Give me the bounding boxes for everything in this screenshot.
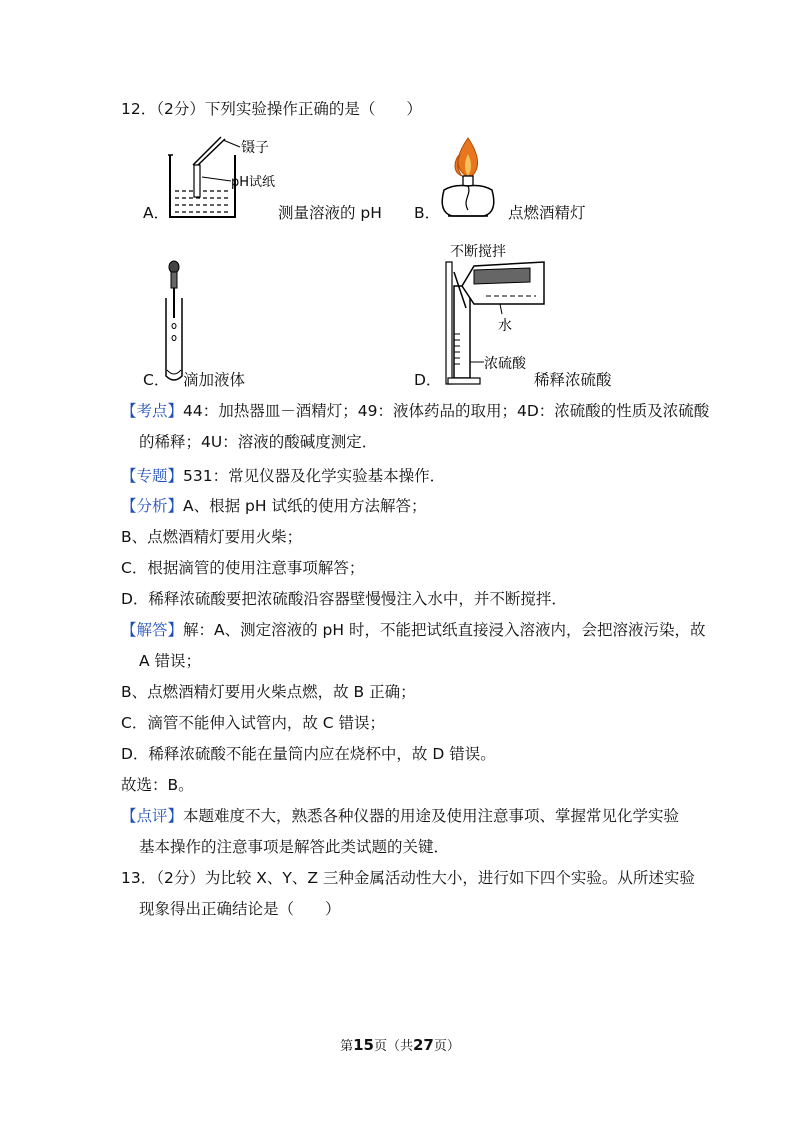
- fenxi-line1: 【分析】A、根据 pH 试纸的使用方法解答；: [121, 497, 427, 515]
- figure-b-alcohol-lamp: [432, 132, 504, 222]
- label-tweezers: 镊子: [241, 140, 269, 156]
- kaodian-line1: 【考点】44：加热器皿－酒精灯；49：液体药品的取用；4D：浓硫酸的性质及浓硫酸: [121, 402, 710, 420]
- q13-line1: 13．（2分）为比较 X、Y、Z 三种金属活动性大小，进行如下四个实验。从所述实验: [121, 869, 695, 887]
- jieda-line1: 【解答】解：A、测定溶液的 pH 时，不能把试纸直接浸入溶液内，会把溶液污染，故: [121, 621, 706, 639]
- jieda-line2: A 错误；: [139, 652, 202, 670]
- label-ph-paper: pH试纸: [231, 175, 276, 190]
- fenxi-line3: C．根据滴管的使用注意事项解答；: [121, 559, 365, 577]
- option-d-caption: 稀释浓硫酸: [534, 371, 612, 389]
- option-c-letter: C．: [143, 371, 170, 389]
- page-number: 15: [353, 1036, 374, 1054]
- fenxi-line2: B、点燃酒精灯要用火柴；: [121, 528, 303, 546]
- label-stir: 不断搅拌: [450, 244, 506, 260]
- label-water: 水: [498, 318, 512, 334]
- option-d-letter: D．: [414, 371, 442, 389]
- fenxi-line4: D．稀释浓硫酸要把浓硫酸沿容器壁慢慢注入水中，并不断搅拌．: [121, 590, 567, 608]
- kaodian-tag: 【考点】: [121, 402, 184, 420]
- zhuanti-tag: 【专题】: [121, 467, 184, 485]
- dianping-line2: 基本操作的注意事项是解答此类试题的关键．: [139, 838, 450, 856]
- figure-a-beaker-ph: [165, 135, 295, 225]
- q13-line2: 现象得出正确结论是（ ）: [139, 900, 341, 918]
- option-b-caption: 点燃酒精灯: [508, 204, 586, 222]
- jieda-line3: B、点燃酒精灯要用火柴点燃，故 B 正确；: [121, 683, 416, 701]
- dianping-tag: 【点评】: [121, 807, 184, 825]
- label-acid: 浓硫酸: [484, 356, 526, 372]
- page-footer: 第15页（共27页）: [340, 1036, 460, 1054]
- jieda-tag: 【解答】: [121, 621, 184, 639]
- zhuanti-line: 【专题】531：常见仪器及化学实验基本操作．: [121, 467, 446, 485]
- jieda-line5: D．稀释浓硫酸不能在量筒内应在烧杯中，故 D 错误。: [121, 745, 496, 763]
- jieda-line6: 故选：B。: [121, 776, 194, 794]
- q12-stem: 12．（2分）下列实验操作正确的是（ ）: [121, 100, 422, 118]
- option-b-letter: B．: [414, 204, 441, 222]
- fenxi-tag: 【分析】: [121, 497, 184, 515]
- page-total: 27: [413, 1036, 434, 1054]
- kaodian-line2: 的稀释；4U：溶液的酸碱度测定．: [139, 433, 378, 451]
- jieda-line4: C．滴管不能伸入试管内，故 C 错误；: [121, 714, 386, 732]
- option-a-caption: 测量溶液的 pH: [278, 204, 382, 222]
- option-a-letter: A．: [143, 204, 170, 222]
- option-c-caption: 滴加液体: [183, 371, 246, 389]
- figure-d-dilute-acid: [440, 238, 560, 388]
- dianping-line1: 【点评】本题难度不大，熟悉各种仪器的用途及使用注意事项、掌握常见化学实验: [121, 807, 680, 825]
